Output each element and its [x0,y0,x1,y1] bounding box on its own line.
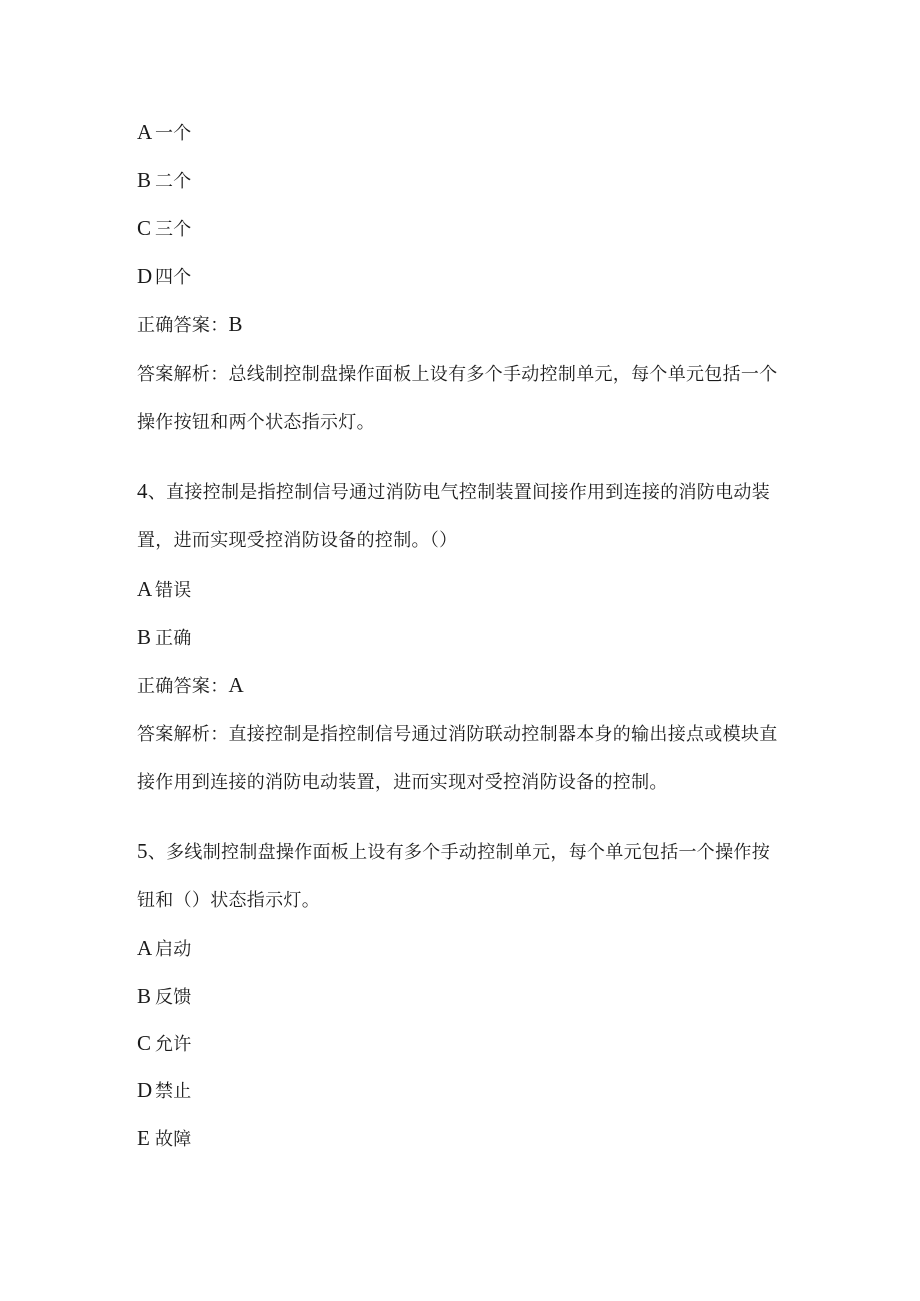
option-letter: C [137,1031,152,1055]
q3-analysis-line-1: 答案解析：总线制控制盘操作面板上设有多个手动控制单元，每个单元包括一个 [137,364,778,385]
q4-answer [137,673,244,699]
q5-option-b [137,984,192,1010]
option-text: 错误 [155,580,192,601]
q4-option-a [137,577,192,603]
q3-option-d [137,264,192,290]
question-text: 、直接控制是指控制信号通过消防电气控制装置间接作用到连接的消防电动装 [147,482,771,503]
q4-analysis-line-1: 答案解析：直接控制是指控制信号通过消防联动控制器本身的输出接点或模块直 [137,724,778,745]
q3-option-b [137,168,192,194]
option-text: 三个 [155,219,192,240]
option-letter: D [137,264,153,288]
option-text: 故障 [155,1129,192,1150]
option-letter: B [137,625,152,649]
q4-analysis-line-2: 接作用到连接的消防电动装置，进而实现对受控消防设备的控制。 [137,772,668,793]
q4-question-line-1 [137,479,770,505]
q3-analysis-line-2: 操作按钮和两个状态指示灯。 [137,412,375,433]
option-text: 反馈 [155,987,192,1008]
answer-value: A [228,673,244,697]
question-number: 5 [137,839,148,863]
option-letter: A [137,577,153,601]
question-number: 4 [137,479,148,503]
option-letter: C [137,216,152,240]
option-letter: A [137,936,153,960]
answer-label: 正确答案： [137,315,229,336]
option-text: 一个 [155,123,192,144]
option-letter: B [137,984,152,1008]
q5-option-c [137,1031,192,1057]
q4-option-b [137,625,192,651]
option-text: 启动 [155,939,192,960]
option-text: 正确 [155,628,192,649]
option-letter: A [137,120,153,144]
q3-option-a [137,120,192,146]
option-letter: B [137,168,152,192]
q5-option-d [137,1078,192,1104]
q5-option-a [137,936,192,962]
q5-option-e [137,1126,192,1152]
option-text: 允许 [155,1034,192,1055]
q4-question-line-2: 置，进而实现受控消防设备的控制。（） [137,530,458,551]
q5-question-line-1 [137,839,770,865]
answer-label: 正确答案： [137,676,229,697]
q3-option-c [137,216,192,242]
q5-question-line-2: 钮和（）状态指示灯。 [137,890,320,911]
option-letter: D [137,1078,153,1102]
answer-value: B [228,312,243,336]
option-text: 四个 [155,267,192,288]
q3-answer [137,312,243,338]
option-text: 禁止 [155,1081,192,1102]
option-text: 二个 [155,171,192,192]
question-text: 、多线制控制盘操作面板上设有多个手动控制单元，每个单元包括一个操作按 [147,842,771,863]
option-letter: E [137,1126,151,1150]
